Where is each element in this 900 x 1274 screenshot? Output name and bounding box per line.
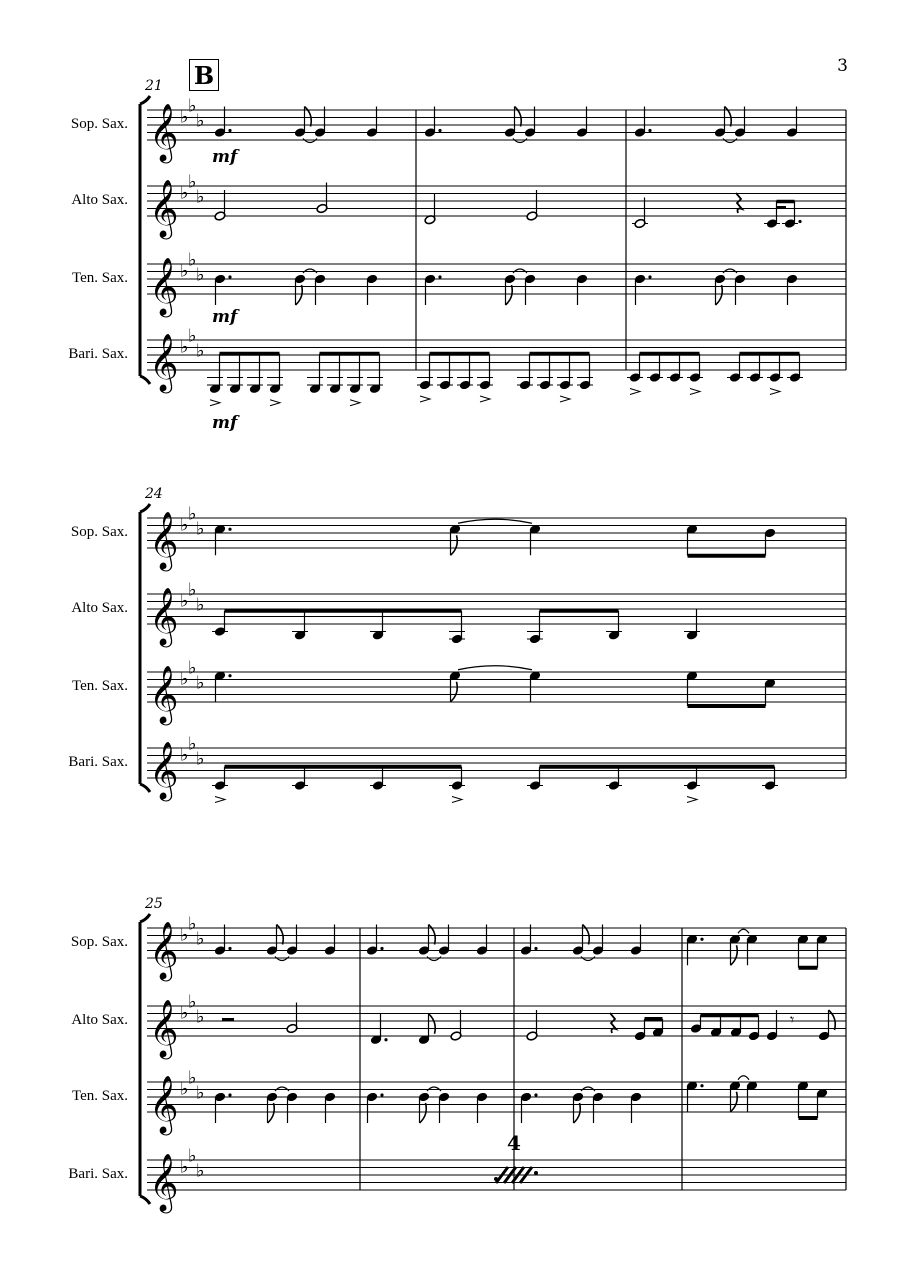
page-number: 3 bbox=[837, 56, 848, 76]
repeat-dot bbox=[534, 1171, 538, 1175]
flat-sign: ♭ bbox=[188, 991, 197, 1013]
instrument-label: Bari. Sax. bbox=[68, 754, 128, 770]
flat-sign: ♭ bbox=[188, 249, 197, 271]
quarter-rest bbox=[610, 1013, 616, 1033]
dot bbox=[228, 947, 231, 950]
instrument-label: Alto Sax. bbox=[71, 600, 128, 616]
dot bbox=[534, 947, 537, 950]
note-flag bbox=[731, 945, 738, 965]
flat-sign: ♭ bbox=[188, 579, 197, 601]
treble-clef: 𝄞 bbox=[149, 257, 179, 315]
flat-sign: ♭ bbox=[188, 1067, 197, 1089]
dot bbox=[228, 528, 231, 531]
dot bbox=[648, 129, 651, 132]
accent-mark bbox=[270, 400, 280, 406]
flat-sign: ♭ bbox=[196, 672, 205, 694]
flat-sign: ♭ bbox=[180, 1156, 189, 1178]
flat-sign: ♭ bbox=[188, 171, 197, 193]
treble-clef: 𝄞 bbox=[149, 1153, 179, 1211]
flat-sign: ♭ bbox=[196, 110, 205, 132]
note-flag bbox=[731, 1092, 738, 1112]
accent-mark bbox=[452, 797, 462, 803]
accent-mark bbox=[215, 797, 225, 803]
measure-number: 25 bbox=[145, 896, 163, 912]
treble-clef: 𝄞 bbox=[149, 665, 179, 723]
instrument-label: Sop. Sax. bbox=[70, 934, 128, 950]
dynamic-tenor: mf bbox=[212, 307, 238, 327]
tie bbox=[458, 519, 532, 523]
instrument-label: Ten. Sax. bbox=[71, 678, 128, 694]
flat-sign: ♭ bbox=[196, 1006, 205, 1028]
note-flag bbox=[451, 535, 458, 555]
accent-mark bbox=[560, 396, 570, 402]
flat-sign: ♭ bbox=[188, 913, 197, 935]
dot bbox=[228, 275, 231, 278]
flat-sign: ♭ bbox=[180, 1002, 189, 1024]
dynamic-sop: mf bbox=[212, 147, 238, 167]
instrument-label: Bari. Sax. bbox=[68, 1166, 128, 1182]
dot bbox=[384, 1038, 387, 1041]
flat-sign: ♭ bbox=[196, 928, 205, 950]
flat-sign: ♭ bbox=[180, 336, 189, 358]
flat-sign: ♭ bbox=[196, 1082, 205, 1104]
dot bbox=[228, 129, 231, 132]
flat-sign: ♭ bbox=[196, 748, 205, 770]
flat-sign: ♭ bbox=[188, 657, 197, 679]
repeat-dot bbox=[494, 1177, 498, 1181]
accent-mark bbox=[687, 797, 697, 803]
tie bbox=[738, 929, 749, 933]
dot bbox=[438, 275, 441, 278]
flat-sign: ♭ bbox=[188, 95, 197, 117]
flat-sign: ♭ bbox=[196, 186, 205, 208]
quarter-rest bbox=[736, 193, 742, 213]
instrument-label: Ten. Sax. bbox=[71, 270, 128, 286]
accent-mark bbox=[480, 396, 490, 402]
instrument-label: Ten. Sax. bbox=[71, 1088, 128, 1104]
flat-sign: ♭ bbox=[188, 503, 197, 525]
treble-clef: 𝄞 bbox=[149, 999, 179, 1057]
instrument-label: Alto Sax. bbox=[71, 192, 128, 208]
tie bbox=[738, 1076, 749, 1080]
dot bbox=[228, 1093, 231, 1096]
note-flag bbox=[429, 1014, 436, 1034]
tie bbox=[458, 666, 532, 670]
dot bbox=[648, 275, 651, 278]
dot bbox=[380, 1093, 383, 1096]
flat-sign: ♭ bbox=[180, 1078, 189, 1100]
instrument-label: Sop. Sax. bbox=[70, 116, 128, 132]
dynamic-bari: mf bbox=[212, 413, 238, 433]
treble-clef: 𝄞 bbox=[149, 333, 179, 391]
half-rest bbox=[222, 1018, 234, 1022]
instrument-label: Bari. Sax. bbox=[68, 346, 128, 362]
flat-sign: ♭ bbox=[180, 106, 189, 128]
dot bbox=[228, 674, 231, 677]
note-flag bbox=[268, 1103, 275, 1123]
flat-sign: ♭ bbox=[196, 594, 205, 616]
accent-mark bbox=[690, 389, 700, 395]
flat-sign: ♭ bbox=[188, 1145, 197, 1167]
note-flag bbox=[451, 682, 458, 702]
instrument-label: Sop. Sax. bbox=[70, 524, 128, 540]
note-flag bbox=[420, 1103, 427, 1123]
note-flag bbox=[296, 285, 303, 305]
flat-sign: ♭ bbox=[196, 518, 205, 540]
flat-sign: ♭ bbox=[180, 924, 189, 946]
instrument-label: Alto Sax. bbox=[71, 1012, 128, 1028]
treble-clef: 𝄞 bbox=[149, 587, 179, 645]
flat-sign: ♭ bbox=[180, 590, 189, 612]
dot bbox=[700, 938, 703, 941]
flat-sign: ♭ bbox=[196, 264, 205, 286]
measure-number: 21 bbox=[145, 78, 163, 94]
accent-mark bbox=[210, 400, 220, 406]
flat-sign: ♭ bbox=[180, 182, 189, 204]
treble-clef: 𝄞 bbox=[149, 179, 179, 237]
accent-mark bbox=[770, 389, 780, 395]
flat-sign: ♭ bbox=[188, 733, 197, 755]
flat-sign: ♭ bbox=[196, 340, 205, 362]
dot bbox=[534, 1093, 537, 1096]
note-flag bbox=[574, 1103, 581, 1123]
dot bbox=[380, 947, 383, 950]
note-flag bbox=[716, 285, 723, 305]
measure-number: 24 bbox=[145, 486, 163, 502]
repeat-count: 4 bbox=[507, 1131, 521, 1155]
treble-clef: 𝄞 bbox=[149, 1075, 179, 1133]
flat-sign: ♭ bbox=[180, 260, 189, 282]
dot bbox=[700, 1084, 703, 1087]
note-flag bbox=[506, 285, 513, 305]
dot bbox=[798, 220, 801, 223]
treble-clef: 𝄞 bbox=[149, 921, 179, 979]
treble-clef: 𝄞 bbox=[149, 103, 179, 161]
accent-mark bbox=[420, 396, 430, 402]
eighth-rest: 𝄾 bbox=[790, 1010, 795, 1029]
accent-mark bbox=[630, 389, 640, 395]
treble-clef: 𝄞 bbox=[149, 511, 179, 569]
flat-sign: ♭ bbox=[180, 668, 189, 690]
flat-sign: ♭ bbox=[180, 744, 189, 766]
flat-sign: ♭ bbox=[188, 325, 197, 347]
treble-clef: 𝄞 bbox=[149, 741, 179, 799]
rehearsal-mark: B bbox=[189, 59, 219, 91]
accent-mark bbox=[350, 400, 360, 406]
dot bbox=[438, 129, 441, 132]
flat-sign: ♭ bbox=[180, 514, 189, 536]
flat-sign: ♭ bbox=[196, 1160, 205, 1182]
